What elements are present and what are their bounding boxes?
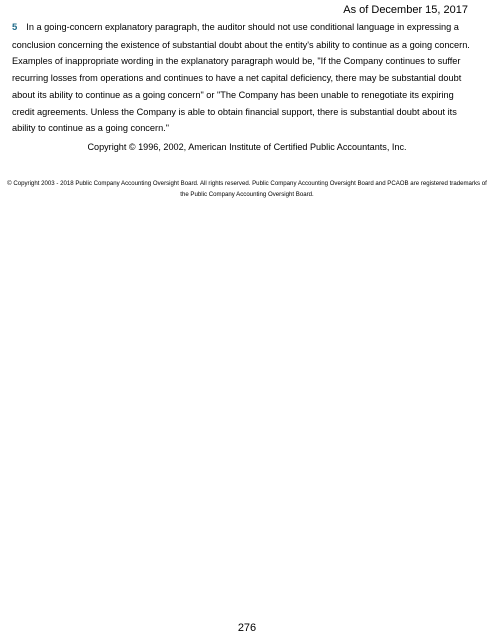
footnote-text: In a going-concern explanatory paragraph, the auditor should not use conditional language in expressing a conclusion concerning the existence of substantial doubt about the entity's ability to continue as a going concern. Examples of inappropriate wording in the explanatory paragraph would be, "If the Company continues to suffer recurring losses from operations and continues to have a net capital deficiency, there may be substantial doubt about its ability to continue as a going concern" or "The Company has been unable to renegotiate its expiring credit agreements. Unless the Company is able to obtain financial support, there is substantial doubt about its ability to continue as a going concern."	[12, 22, 470, 134]
as-of-date: As of December 15, 2017	[343, 4, 468, 16]
footnote-5	[12, 19, 470, 137]
footnote-number[interactable]: 5	[12, 22, 18, 33]
pcaob-copyright: © Copyright 2003 - 2018 Public Company Accounting Oversight Board. All rights reserved. Public Company Accounting Oversight Board and PCAOB are registered trademarks of the Public Company Accounting Oversight Board.	[7, 180, 487, 198]
page-number: 276	[237, 622, 257, 634]
aicpa-copyright: Copyright © 1996, 2002, American Institute of Certified Public Accountants, Inc.	[87, 142, 407, 152]
